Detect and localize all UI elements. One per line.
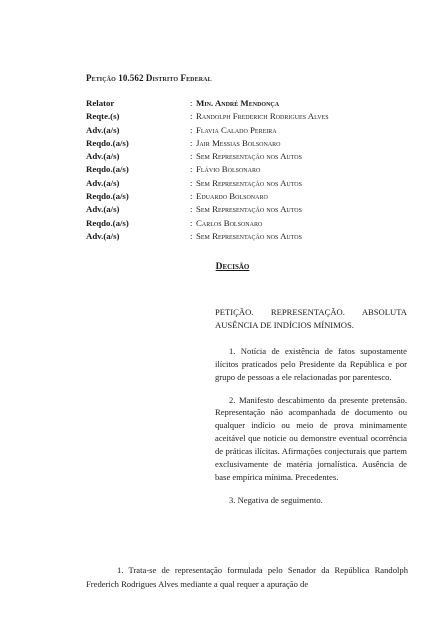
party-row xyxy=(86,217,329,230)
party-row xyxy=(86,110,329,123)
title-text: Petição 10.562 Distrito Federal xyxy=(86,73,212,83)
party-name: Flávio Bolsonaro xyxy=(196,164,261,175)
party-row xyxy=(86,203,329,216)
party-separator: : xyxy=(190,137,193,148)
party-name: Carlos Bolsonaro xyxy=(196,217,263,228)
party-separator: : xyxy=(190,217,193,228)
ementa-item: 2. Manifesto descabimento da presente pretensão. Representação não acompanhada de documento ou qualquer indício ou meio de prova minimamente aceitável que noticie ou demonstre eventual ocorrência de práticas ilícitas. Afirmações conjecturais que partem exclusivamente de matéria jornalística. Ausência de base empírica mínima. Precedentes. xyxy=(215,394,407,482)
party-role: Adv.(a/s) xyxy=(86,124,120,135)
party-separator: : xyxy=(190,191,193,202)
party-name: Flavia Calado Pereira xyxy=(196,124,277,135)
decision-heading-text: Decisão xyxy=(215,262,250,272)
party-separator: : xyxy=(190,204,193,215)
party-row xyxy=(86,137,329,150)
party-row xyxy=(86,230,329,243)
party-name: Jair Messias Bolsonaro xyxy=(196,137,281,148)
party-row xyxy=(86,150,329,163)
party-role: Reqdo.(a/s) xyxy=(86,217,129,228)
party-role: Adv.(a/s) xyxy=(86,204,120,215)
party-role: Reqdo.(a/s) xyxy=(86,191,129,202)
parties-list xyxy=(86,97,329,243)
party-separator: : xyxy=(190,177,193,188)
party-separator: : xyxy=(190,124,193,135)
party-role: Reqdo.(a/s) xyxy=(86,137,129,148)
party-row xyxy=(86,124,329,137)
party-role: Reqdo.(a/s) xyxy=(86,164,129,175)
party-name: Sem Representação nos Autos xyxy=(196,151,302,162)
party-separator: : xyxy=(190,98,193,108)
party-role: Adv.(a/s) xyxy=(86,151,120,162)
party-row xyxy=(86,97,329,110)
ementa-item: 1. Notícia de existência de fatos supostamente ilícitos praticados pelo Presidente da República e por grupo de pessoas a ele relacionadas por parentesco. xyxy=(215,345,407,382)
party-name: Sem Representação nos Autos xyxy=(196,177,302,188)
party-separator: : xyxy=(190,164,193,175)
body-paragraph: 1. Trata-se de representação formulada pelo Senador da República Randolph Frederich Rodrigues Alves mediante a qual requer a apuração de xyxy=(86,565,408,589)
ementa-summary: PETIÇÃO. REPRESENTAÇÃO. ABSOLUTA AUSÊNCIA DE INDÍCIOS MÍNIMOS. xyxy=(215,307,407,330)
party-separator: : xyxy=(190,230,193,241)
ementa-item: 3. Negativa de seguimento. xyxy=(229,494,323,505)
party-separator: : xyxy=(190,111,193,122)
party-name: Min. André Mendonça xyxy=(196,98,280,108)
decision-heading xyxy=(0,262,447,272)
party-name: Sem Representação nos Autos xyxy=(196,204,302,215)
party-name: Eduardo Bolsonaro xyxy=(196,191,268,202)
document-title xyxy=(86,73,212,83)
party-name: Sem Representação nos Autos xyxy=(196,230,302,241)
party-role: Relator xyxy=(86,98,115,108)
party-row xyxy=(86,163,329,176)
party-role: Reqte.(s) xyxy=(86,111,120,122)
party-separator: : xyxy=(190,151,193,162)
party-role: Adv.(a/s) xyxy=(86,177,120,188)
party-name: Randolph Frederich Rodrigues Alves xyxy=(196,111,329,122)
party-role: Adv.(a/s) xyxy=(86,230,120,241)
party-row xyxy=(86,177,329,190)
party-row xyxy=(86,190,329,203)
ementa-block xyxy=(215,306,407,517)
